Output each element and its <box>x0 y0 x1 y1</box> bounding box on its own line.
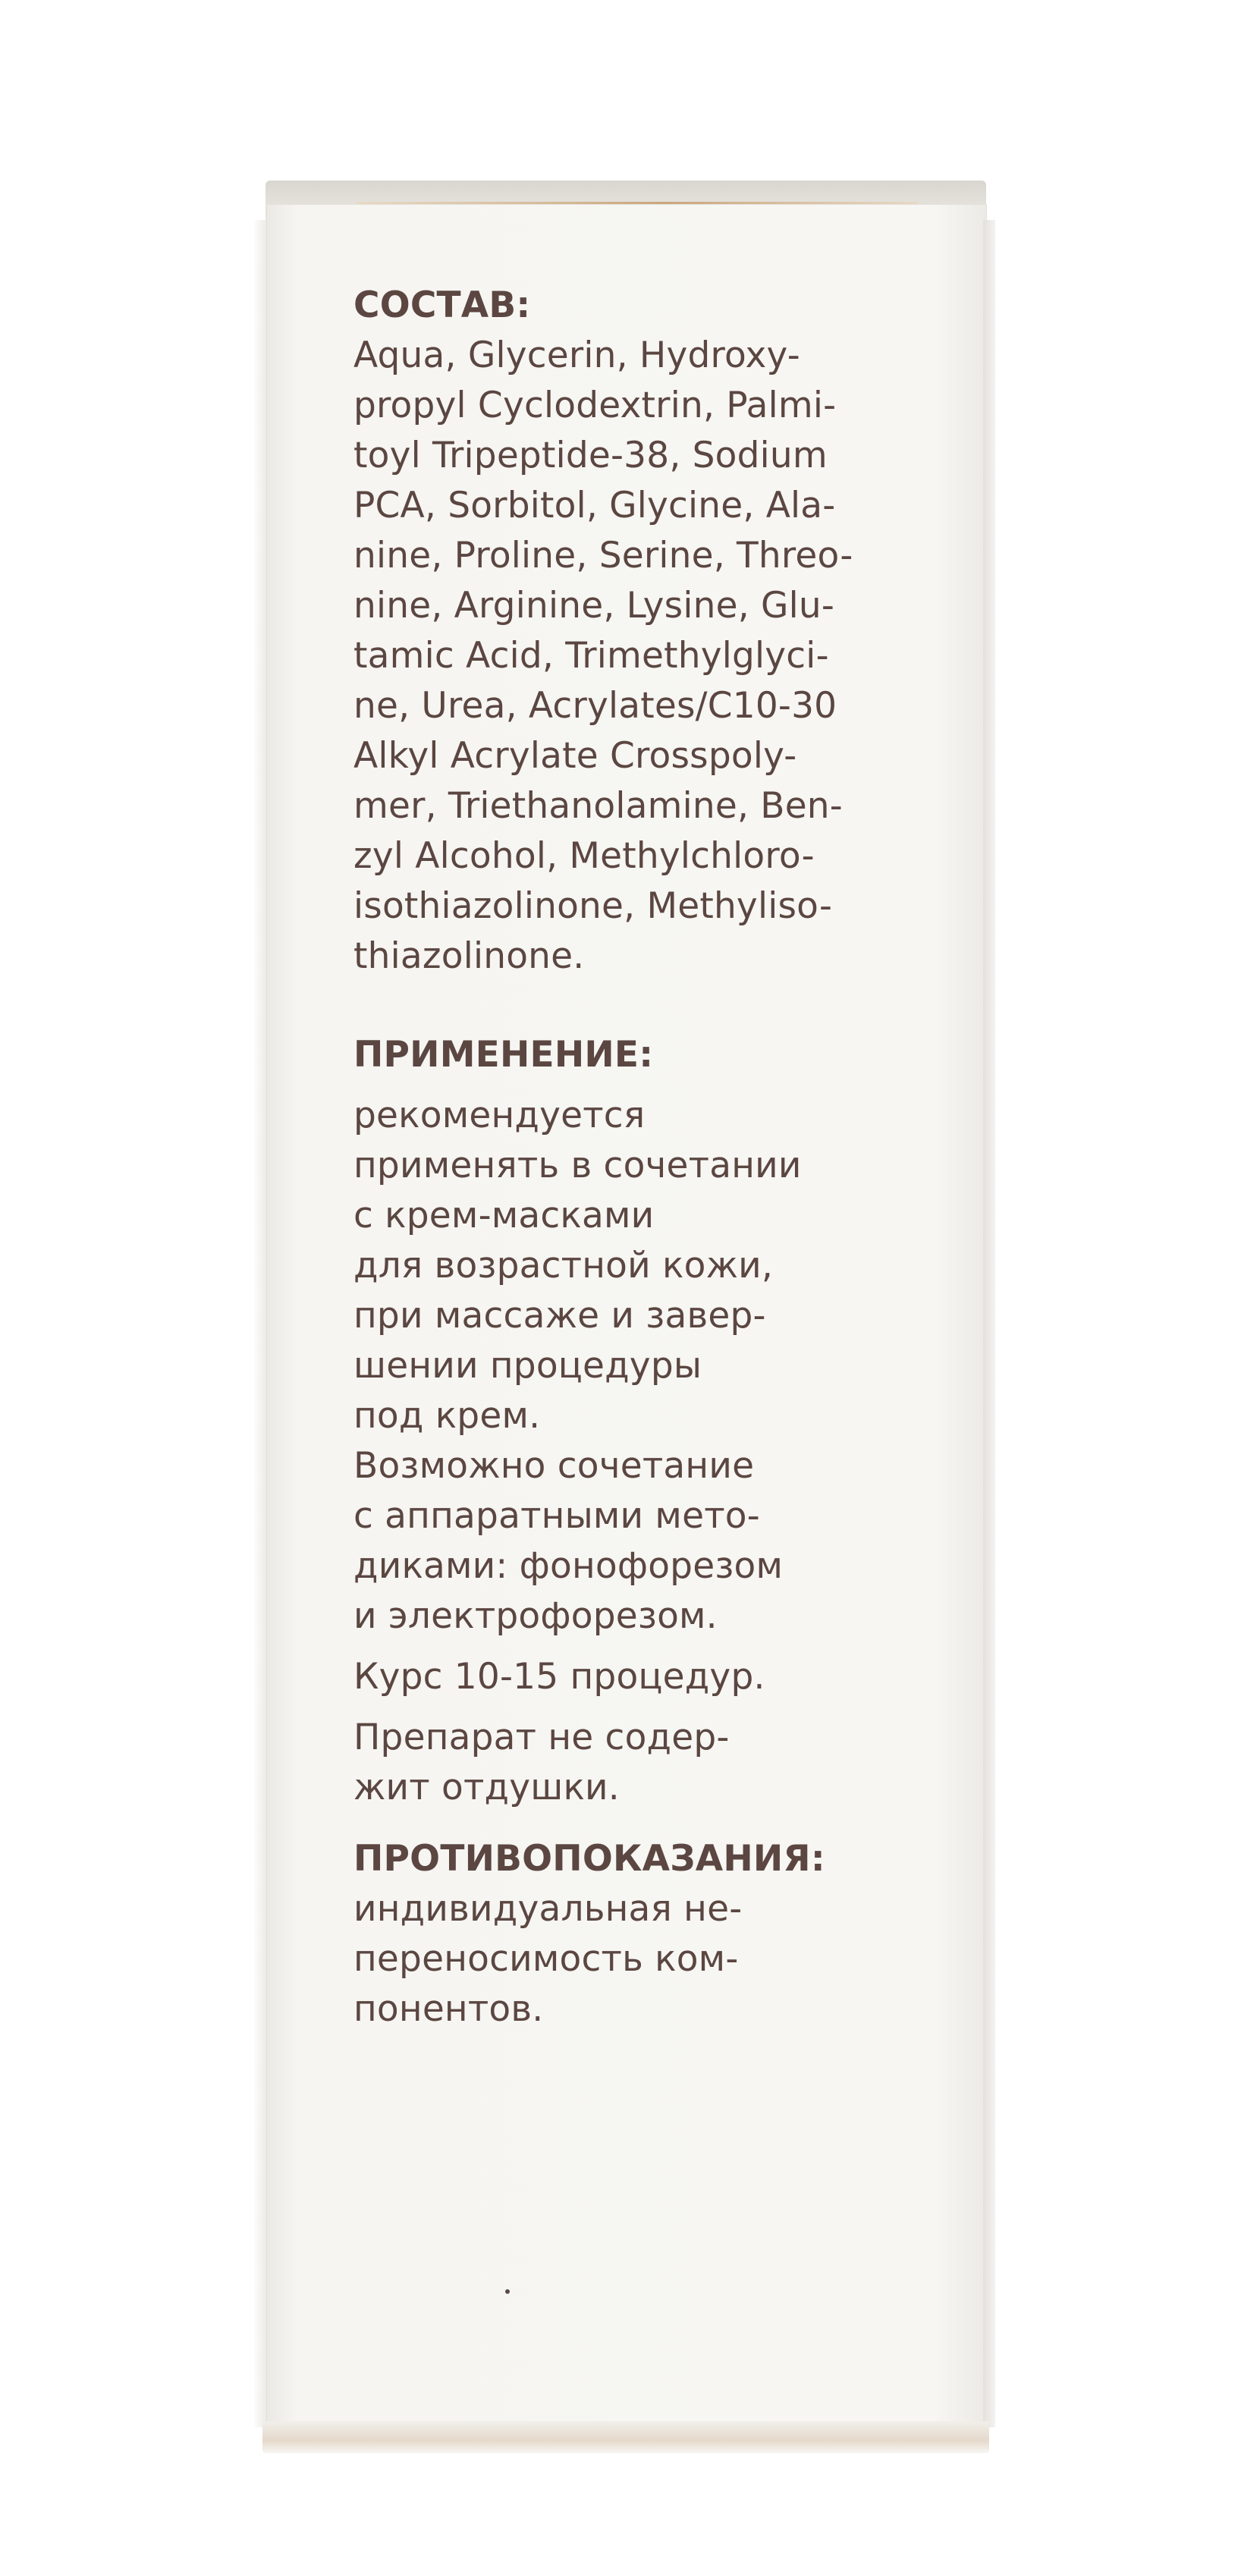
usage-course <box>353 1652 976 1702</box>
contraindications-text <box>353 1884 976 2034</box>
fragrance-note <box>353 1713 976 1813</box>
ingredients-line: thiazolinone. <box>353 935 585 977</box>
usage-line: диками: фонофорезом <box>353 1545 784 1587</box>
ingredients-line: mer, Triethanolamine, Ben- <box>353 785 843 827</box>
ingredients-line: propyl Cyclodextrin, Palmi- <box>353 385 837 426</box>
usage-instructions <box>353 1091 976 1641</box>
ingredients-line: Aqua, Glycerin, Hydroxy- <box>353 335 800 376</box>
composition-heading: СОСТАВ: <box>353 284 531 326</box>
usage-heading: ПРИМЕНЕНИЕ: <box>353 1034 654 1076</box>
ingredients-line: zyl Alcohol, Methylchloro- <box>353 835 815 877</box>
usage-line: под крем. <box>353 1395 541 1437</box>
ingredients-line: tamic Acid, Trimethylglyci- <box>353 635 829 677</box>
composition-section <box>353 281 976 982</box>
usage-section <box>353 1030 976 1813</box>
label-text-block <box>353 281 976 2034</box>
composition-ingredients <box>353 331 976 982</box>
usage-line: с крем-масками <box>353 1195 655 1236</box>
contraindications-line: понентов. <box>353 1988 544 2030</box>
usage-line: рекомендуется <box>353 1095 646 1136</box>
ingredients-line: toyl Tripeptide-38, Sodium <box>353 435 828 476</box>
ingredients-line: isothiazolinone, Methyliso- <box>353 885 833 927</box>
ingredients-line: PCA, Sorbitol, Glycine, Ala- <box>353 485 836 526</box>
ingredients-line: nine, Arginine, Lysine, Glu- <box>353 585 835 627</box>
ingredients-line: Alkyl Acrylate Crosspoly- <box>353 735 797 777</box>
section-spacer <box>353 982 976 1030</box>
usage-line: и электрофорезом. <box>353 1595 718 1637</box>
printed-dot <box>505 2289 510 2294</box>
usage-line: Возможно сочетание <box>353 1445 755 1487</box>
ingredients-line: nine, Proline, Serine, Threo- <box>353 535 853 576</box>
fragrance-line: жит отдушки. <box>353 1767 620 1808</box>
section-spacer <box>353 1824 976 1834</box>
contraindications-section <box>353 1834 976 2034</box>
usage-line: с аппаратными мето- <box>353 1495 760 1537</box>
usage-line: применять в сочетании <box>353 1145 802 1186</box>
paragraph-spacer <box>353 1641 976 1652</box>
contraindications-heading: ПРОТИВОПОКАЗАНИЯ: <box>353 1838 825 1880</box>
usage-line: шении процедуры <box>353 1345 702 1387</box>
box-bottom-edge <box>262 2421 989 2453</box>
contraindications-line: переносимость ком- <box>353 1938 739 1980</box>
paragraph-spacer <box>353 1702 976 1713</box>
box-right-edge <box>983 220 995 2427</box>
usage-line: для возрастной кожи, <box>353 1245 773 1286</box>
ingredients-line: ne, Urea, Acrylates/C10-30 <box>353 685 837 727</box>
heading-spacer <box>353 1080 976 1091</box>
contraindications-line: индивидуальная не- <box>353 1888 743 1930</box>
fragrance-line: Препарат не содер- <box>353 1717 730 1758</box>
course-line: Курс 10-15 процедур. <box>353 1656 765 1698</box>
usage-line: при массаже и завер- <box>353 1295 766 1337</box>
section-spacer <box>353 1813 976 1824</box>
